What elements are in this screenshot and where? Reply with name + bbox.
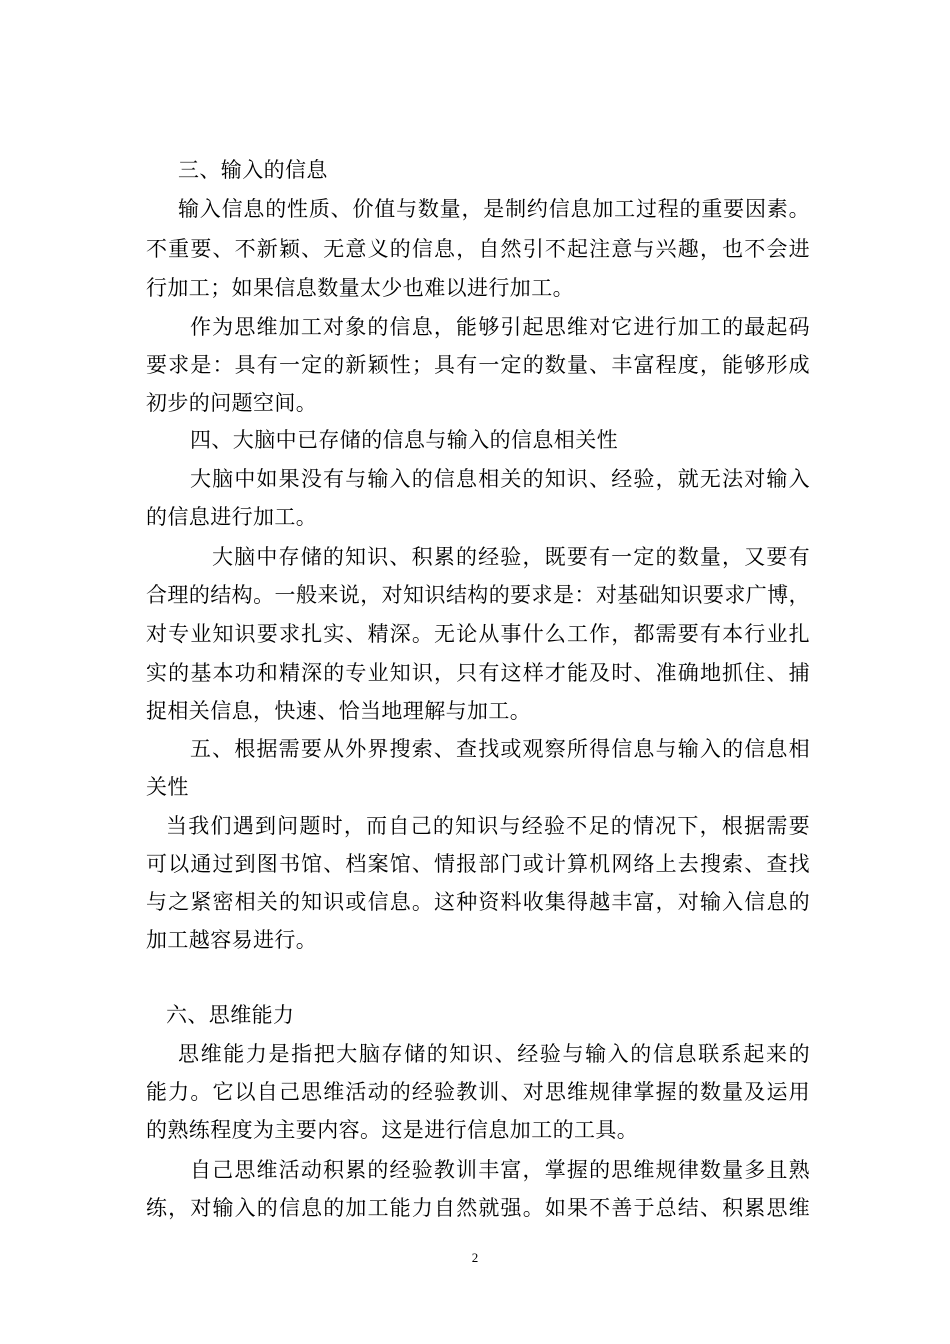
paragraph-line: 加工越容易进行。 (146, 928, 318, 952)
paragraph-line: 不重要、不新颖、无意义的信息，自然引不起注意与兴趣，也不会进 (146, 237, 810, 261)
heading-brain-info-relevance: 四、大脑中已存储的信息与输入的信息相关性 (190, 428, 618, 452)
heading-thinking-ability: 六、思维能力 (166, 1003, 295, 1027)
paragraph-line: 练，对输入的信息的加工能力自然就强。如果不善于总结、积累思维 (146, 1196, 810, 1220)
paragraph-line: 合理的结构。一般来说，对知识结构的要求是：对基础知识要求广博， (146, 583, 810, 607)
paragraph-line: 的熟练程度为主要内容。这是进行信息加工的工具。 (146, 1118, 639, 1142)
paragraph-line: 作为思维加工对象的信息，能够引起思维对它进行加工的最起码 (190, 315, 810, 339)
paragraph-line: 要求是：具有一定的新颖性；具有一定的数量、丰富程度，能够形成 (146, 353, 810, 377)
heading-input-info: 三、输入的信息 (178, 158, 328, 182)
paragraph-line: 对专业知识要求扎实、精深。无论从事什么工作，都需要有本行业扎 (146, 622, 810, 646)
paragraph-line: 初步的问题空间。 (146, 391, 318, 415)
paragraph-line: 可以通过到图书馆、档案馆、情报部门或计算机网络上去搜索、查找 (146, 852, 810, 876)
paragraph-line: 输入信息的性质、价值与数量，是制约信息加工过程的重要因素。 (178, 197, 810, 221)
heading-external-search-relevance: 五、根据需要从外界搜索、查找或观察所得信息与输入的信息相 (190, 737, 810, 761)
page-number: 2 (471, 1250, 479, 1265)
paragraph-line: 捉相关信息，快速、恰当地理解与加工。 (146, 699, 532, 723)
paragraph-line: 当我们遇到问题时，而自己的知识与经验不足的情况下，根据需要 (166, 814, 810, 838)
paragraph-line: 大脑中如果没有与输入的信息相关的知识、经验，就无法对输入 (190, 467, 810, 491)
paragraph-line: 自己思维活动积累的经验教训丰富，掌握的思维规律数量多且熟 (190, 1158, 810, 1182)
paragraph-line: 行加工；如果信息数量太少也难以进行加工。 (146, 276, 574, 300)
heading-external-search-relevance-cont: 关性 (146, 775, 189, 799)
paragraph-line: 与之紧密相关的知识或信息。这种资料收集得越丰富，对输入信息的 (146, 890, 810, 914)
paragraph-line: 的信息进行加工。 (146, 505, 318, 529)
paragraph-line: 思维能力是指把大脑存储的知识、经验与输入的信息联系起来的 (178, 1042, 810, 1066)
paragraph-line: 大脑中存储的知识、积累的经验，既要有一定的数量，又要有 (212, 545, 810, 569)
paragraph-line: 实的基本功和精深的专业知识，只有这样才能及时、准确地抓住、捕 (146, 661, 810, 685)
paragraph-line: 能力。它以自己思维活动的经验教训、对思维规律掌握的数量及运用 (146, 1080, 810, 1104)
